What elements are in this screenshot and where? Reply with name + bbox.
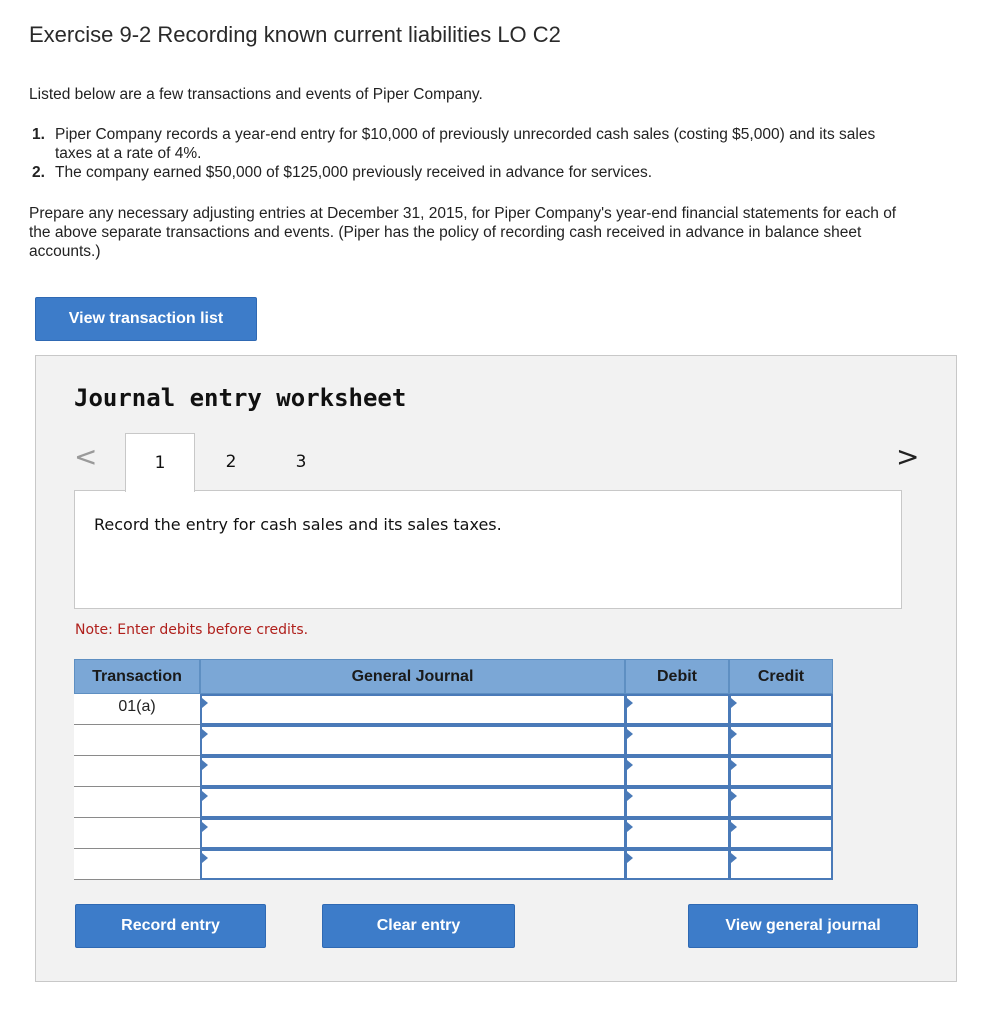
dropdown-marker-icon — [627, 822, 633, 832]
debit-field[interactable] — [627, 727, 728, 754]
item-number: 1. — [32, 126, 45, 143]
dropdown-marker-icon — [202, 760, 208, 770]
transaction-cell — [74, 849, 200, 880]
transaction-cell — [74, 756, 200, 787]
debit-field[interactable] — [627, 820, 728, 847]
column-header-general-journal: General Journal — [200, 659, 625, 694]
table-row — [74, 756, 833, 787]
tab-1[interactable]: 1 — [125, 433, 195, 492]
credit-input[interactable] — [729, 756, 833, 787]
instruction-text: Record the entry for cash sales and its sales taxes. — [94, 515, 502, 534]
account-input[interactable] — [200, 756, 625, 787]
account-input[interactable] — [200, 849, 625, 880]
dropdown-marker-icon — [731, 729, 737, 739]
dropdown-marker-icon — [627, 791, 633, 801]
table-row — [74, 725, 833, 756]
debit-field[interactable] — [627, 851, 728, 878]
credit-field[interactable] — [731, 851, 831, 878]
journal-entry-worksheet-panel — [35, 355, 957, 982]
tab-3[interactable]: 3 — [295, 452, 307, 472]
debit-field[interactable] — [627, 789, 728, 816]
instructions-paragraph: Prepare any necessary adjusting entries at December 31, 2015, for Piper Company's year-end financial statements for each of the above separate transactions and events. (Piper has the policy of recording cash received in advance in balance sheet accounts.) — [29, 205, 897, 260]
item-text: Piper Company records a year-end entry for $10,000 of previously unrecorded cash sales (costing $5,000) and its sales taxes at a rate of 4%. — [55, 126, 876, 162]
table-row — [74, 694, 833, 725]
dropdown-marker-icon — [202, 791, 208, 801]
credit-field[interactable] — [731, 789, 831, 816]
record-entry-button[interactable]: Record entry — [75, 904, 266, 948]
credit-input[interactable] — [729, 818, 833, 849]
account-input[interactable] — [200, 725, 625, 756]
dropdown-marker-icon — [731, 760, 737, 770]
journal-grid — [74, 659, 833, 880]
column-header-credit: Credit — [729, 659, 833, 694]
dropdown-marker-icon — [202, 698, 208, 708]
credit-field[interactable] — [731, 727, 831, 754]
transaction-cell — [74, 818, 200, 849]
credit-field[interactable] — [731, 758, 831, 785]
list-item — [32, 163, 892, 182]
account-field[interactable] — [202, 727, 624, 754]
dropdown-marker-icon — [731, 853, 737, 863]
debit-input[interactable] — [625, 725, 729, 756]
account-field[interactable] — [202, 758, 624, 785]
tab-2[interactable]: 2 — [225, 452, 237, 472]
credit-input[interactable] — [729, 694, 833, 725]
transaction-cell — [74, 787, 200, 818]
dropdown-marker-icon — [731, 698, 737, 708]
grid-header — [74, 659, 833, 694]
account-field[interactable] — [202, 789, 624, 816]
transaction-cell — [74, 725, 200, 756]
account-input[interactable] — [200, 787, 625, 818]
debit-field[interactable] — [627, 758, 728, 785]
item-text: The company earned $50,000 of $125,000 previously received in advance for services. — [55, 164, 653, 181]
worksheet-title: Journal entry worksheet — [74, 384, 407, 412]
dropdown-marker-icon — [627, 853, 633, 863]
credit-input[interactable] — [729, 787, 833, 818]
table-row — [74, 818, 833, 849]
problem-intro: Listed below are a few transactions and events of Piper Company. — [29, 86, 483, 103]
page-title: Exercise 9-2 Recording known current liabilities LO C2 — [29, 22, 561, 47]
account-field[interactable] — [202, 851, 624, 878]
clear-entry-button[interactable]: Clear entry — [322, 904, 515, 948]
column-header-transaction: Transaction — [74, 659, 200, 694]
chevron-right-icon[interactable]: > — [896, 440, 920, 473]
dropdown-marker-icon — [202, 729, 208, 739]
debit-input[interactable] — [625, 818, 729, 849]
view-general-journal-button[interactable]: View general journal — [688, 904, 918, 948]
debit-input[interactable] — [625, 756, 729, 787]
transaction-items — [32, 125, 892, 182]
account-field[interactable] — [202, 696, 624, 723]
dropdown-marker-icon — [731, 822, 737, 832]
dropdown-marker-icon — [202, 853, 208, 863]
chevron-left-icon[interactable]: < — [74, 440, 98, 473]
column-header-debit: Debit — [625, 659, 729, 694]
table-row — [74, 787, 833, 818]
credit-field[interactable] — [731, 696, 831, 723]
transaction-cell: 01(a) — [74, 694, 200, 725]
account-input[interactable] — [200, 818, 625, 849]
debit-field[interactable] — [627, 696, 728, 723]
table-row — [74, 849, 833, 880]
debit-input[interactable] — [625, 787, 729, 818]
dropdown-marker-icon — [627, 760, 633, 770]
dropdown-marker-icon — [627, 698, 633, 708]
account-input[interactable] — [200, 694, 625, 725]
credit-field[interactable] — [731, 820, 831, 847]
dropdown-marker-icon — [627, 729, 633, 739]
dropdown-marker-icon — [202, 822, 208, 832]
debit-input[interactable] — [625, 694, 729, 725]
view-transaction-list-button[interactable]: View transaction list — [35, 297, 257, 341]
credit-input[interactable] — [729, 725, 833, 756]
account-field[interactable] — [202, 820, 624, 847]
note-text: Note: Enter debits before credits. — [75, 622, 309, 638]
instruction-box — [74, 490, 902, 609]
debit-input[interactable] — [625, 849, 729, 880]
credit-input[interactable] — [729, 849, 833, 880]
list-item — [32, 125, 892, 163]
dropdown-marker-icon — [731, 791, 737, 801]
item-number: 2. — [32, 164, 45, 181]
